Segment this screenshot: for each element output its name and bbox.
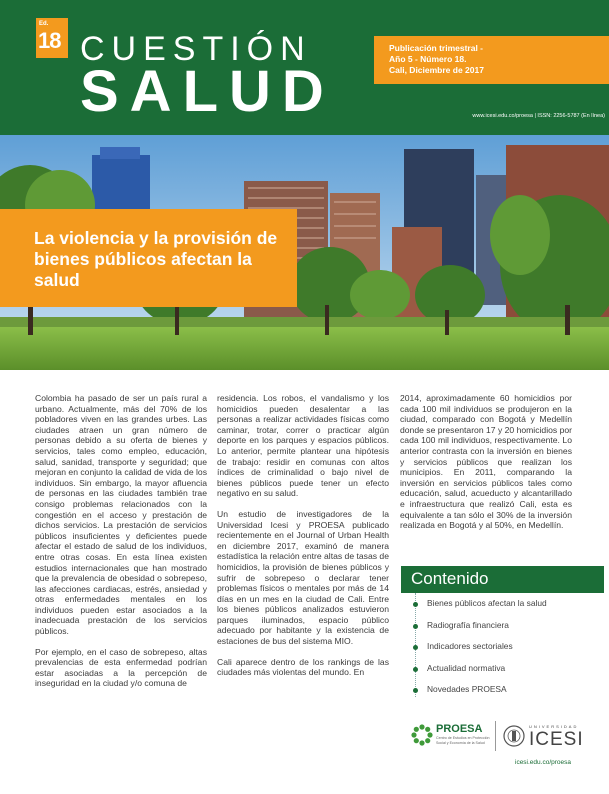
proesa-logo-subtitle: Centro de Estudios en Protección Social y Economía de la Salud [436,736,490,745]
icesi-logo-text: ICESI [529,729,584,750]
contents-item-label: Actualidad normativa [427,662,506,673]
contents-item-label: Indicadores sectoriales [427,641,513,651]
bullet-icon [413,624,418,629]
pub-info-line: Publicación trimestral - [389,43,483,53]
bullet-icon [413,667,418,672]
contents-item[interactable] [401,615,604,637]
brand-cuestion: CUESTIÓN [80,30,312,68]
paragraph: Colombia ha pasado de ser un país rural a urbano. Actualmente, más del 70% de los pobladores viven en las grandes urbes. Las ciudades atraen un gran número de personas debido a su oferta de bienes y servicios, tales como empleo, educación, salud, sanidad, transporte y seguridad; que mejoran en conjunto la calidad de vida de los individuos. Sin embargo, la mayor afluencia de personas en las ciudades también trae consigo problemas relacionados con la congestión en el acceso y prestación de dichos servicios. La prestación de servicios públicos insuficientes y deficientes puede afectar el estado de salud de los individuos, entre otras cosas. En esta línea existen estudios internacionales que han mostrado que la prevalencia de obesidad o sobrepeso, las afecciones cardiacas, estrés, ansiedad y otras enfermedades mentales en los individuos pueden estar asociados a la inadecuada prestación de los servicios públicos. [35,393,207,637]
contents-list [401,593,604,701]
contents-item[interactable] [401,636,604,658]
headline-box [0,209,297,307]
logos-area [411,718,606,754]
article-column-3 [400,393,572,541]
icesi-seal-icon [503,723,525,749]
masthead [0,0,609,135]
header-web-url[interactable]: www.icesi.edu.co/proesa | ISSN: 2256-5787 (En línea) [472,113,605,119]
proesa-logo-text: PROESA [436,723,483,735]
bullet-icon [413,602,418,607]
pub-info-line: Cali, Diciembre de 2017 [389,65,484,75]
footer-url[interactable]: icesi.edu.co/proesa [515,759,572,766]
icesi-university-label: UNIVERSIDAD [529,724,579,729]
paragraph: Por ejemplo, en el caso de sobrepeso, altas prevalencias de esta enfermedad podrían estar asociadas a la percepción de inseguridad en la ciudad y/o comuna de [35,646,207,689]
paragraph: 2014, aproximadamente 60 homicidios por cada 100 mil individuos se produjeron en la ciudad, comparado con Bogotá y Medellín donde se presentaron 17 y 20 homicidios por cada 100 mil individuos, respectivamente. Lo anterior contrasta con la inversión en bienes y servicios públicos que realizan los municipios. En 2011, comparando la inversión en servicios públicos tales como educación, salud, acueducto y alcantarillado e infraestructura que realizó Cali, esta es equivalente a tan sólo el 30% de la inversión realizada en Bogotá y al 50%, en Medellín. [400,393,572,531]
bullet-icon [413,645,418,650]
paragraph: Un estudio de investigadores de la Universidad Icesi y PROESA publicado recientemente en el Journal of Urban Health en diciembre 2017, examinó de manera estadística la relación entre altas de tasas de homicidios, la provisión de bienes públicos y sufrir de sobrepeso o declarar tener problemas físicos o mentales por más de 14 días en un mes en la ciudad de Cali. Entre los bienes públicos analizados estuvieron parques iluminados, espacio público adecuado por habitante y la existencia de estaciones de bus del sistema MIO. [217,508,389,647]
proesa-flower-icon [411,724,433,746]
paragraph: residencia. Los robos, el vandalismo y los homicidios pueden desalentar a las personas a realizar actividades físicas como caminar, trotar, correr o practicar algún deporte en los parques y espacios públicos. Lo anterior, permite plantear una hipótesis de trabajo: residir en comunas con altos índices de criminalidad o bajo nivel de bienes públicos puede tener un efecto negativo en su salud. [217,393,389,499]
paragraph: Cali aparece dentro de los rankings de las ciudades más violentas del mundo. En [217,656,389,678]
contents-item[interactable] [401,658,604,680]
contents-item[interactable] [401,679,604,701]
article-column-2 [217,393,389,688]
edition-tab [36,18,68,58]
headline: La violencia y la provisión de bienes públicos afectan la salud [34,228,278,290]
logo-divider [495,721,496,751]
contents-item[interactable] [401,593,604,615]
contents-item-label: Novedades PROESA [427,684,507,694]
article-column-1 [35,393,207,699]
brand-salud: SALUD [80,59,335,124]
edition-number: 18 [38,28,61,53]
bullet-icon [413,688,418,693]
contents-item-label: Bienes públicos afectan la salud [427,598,547,608]
publication-info [374,36,609,84]
contents-box [401,566,604,701]
pub-info-line: Año 5 - Número 18. [389,54,467,64]
edition-label: Ed. [39,21,49,27]
contents-heading: Contenido [401,566,604,593]
contents-item-label: Radiografía financiera [427,619,509,630]
